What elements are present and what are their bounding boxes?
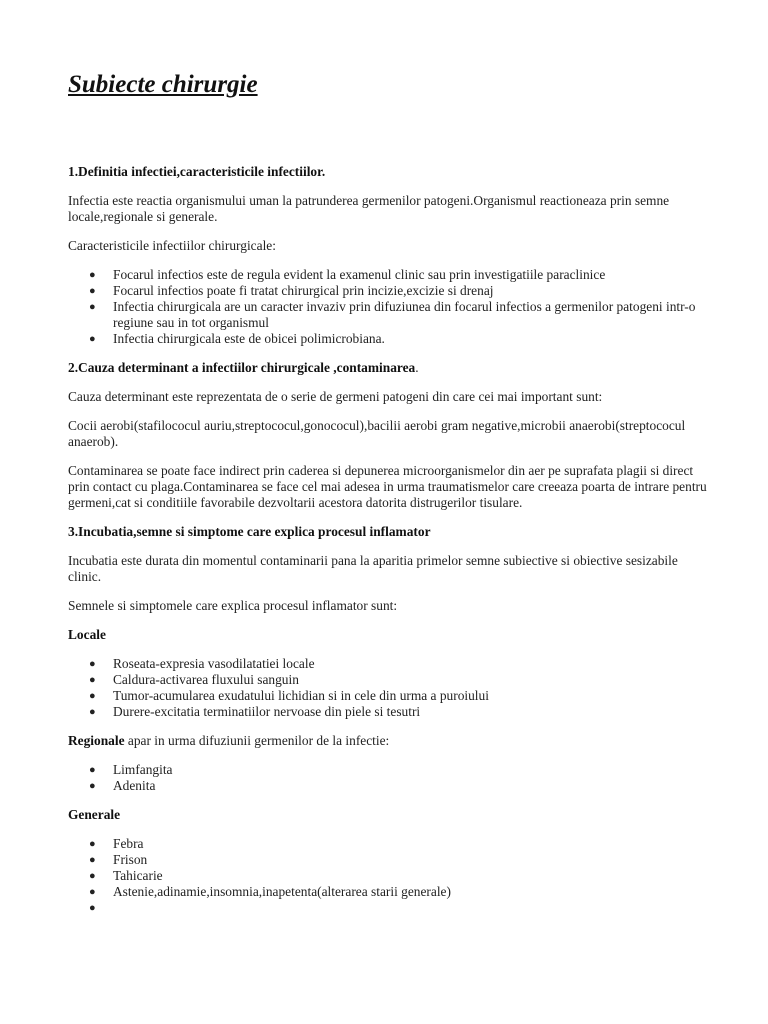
bullet-icon: ● (89, 285, 96, 297)
list-item (89, 884, 708, 900)
bullet-icon: ● (89, 780, 96, 792)
document-body (68, 164, 708, 929)
section-2-paragraph-2: Cocii aerobi(stafilococul auriu,streptococul,gonococul),bacilii aerobi gram negative,microbii anaerobi(streptococul anaerob). (68, 418, 686, 449)
list-item (89, 331, 708, 347)
list-item (89, 836, 708, 852)
list-item-text: Infectia chirurgicala este de obicei polimicrobiana. (113, 331, 385, 346)
list-item (89, 868, 708, 884)
list-item-text: Durere-excitatia terminatiilor nervoase din piele si tesutri (113, 704, 421, 719)
list-item-text: Focarul infectios poate fi tratat chirurgical prin incizie,excizie si drenaj (113, 283, 494, 298)
section-3-paragraph-2: Semnele si simptomele care explica procesul inflamator sunt: (68, 598, 398, 613)
locale-list (68, 656, 708, 720)
list-item-text: Limfangita (113, 762, 173, 777)
regionale-list (68, 762, 708, 794)
list-item (89, 852, 708, 868)
regionale-line (68, 733, 708, 749)
list-item (89, 283, 708, 299)
bullet-icon: ● (89, 690, 96, 702)
regionale-text: apar in urma difuziunii germenilor de la infectie: (124, 733, 390, 748)
bullet-icon: ● (89, 333, 96, 345)
section-3-heading: 3.Incubatia,semne si simptome care explica procesul inflamator (68, 524, 431, 539)
section-2-heading-line (68, 360, 708, 376)
list-item (89, 672, 708, 688)
list-item (89, 762, 708, 778)
section-2-paragraph-3: Contaminarea se poate face indirect prin caderea si depunerea microorganismelor din aer pe suprafata plagii si direct prin contact cu plaga.Contaminarea se face cel mai adesea in urma traumatismelor care creeaza poarta de intrare pentru germeni,cat si conditiile favorabile dezvoltarii acestora datorita distrugerilor tisulare. (68, 463, 707, 510)
generale-list (68, 836, 708, 916)
list-item-text: Astenie,adinamie,insomnia,inapetenta(alterarea starii generale) (113, 884, 451, 899)
list-item (89, 299, 708, 331)
bullet-icon: ● (89, 838, 96, 850)
bullet-icon: ● (89, 870, 96, 882)
list-item-text: Febra (113, 836, 144, 851)
list-item (89, 656, 708, 672)
list-item-text: Focarul infectios este de regula evident la examenul clinic sau prin investigatiile paraclinice (113, 267, 606, 282)
list-item-text (113, 900, 116, 915)
list-item (89, 267, 708, 283)
list-item-text: Adenita (113, 778, 156, 793)
bullet-icon: ● (89, 854, 96, 866)
section-1-heading: 1.Definitia infectiei,caracteristicile infectiilor. (68, 164, 326, 179)
list-item (89, 688, 708, 704)
list-item-text: Tumor-acumularea exudatului lichidian si in cele din urma a puroiului (113, 688, 489, 703)
list-item-text: Tahicarie (113, 868, 163, 883)
section-2-heading: 2.Cauza determinant a infectiilor chirurgicale ,contaminarea (68, 360, 416, 375)
section-2-paragraph-1: Cauza determinant este reprezentata de o serie de germeni patogeni din care cei mai important sunt: (68, 389, 603, 404)
generale-heading: Generale (68, 807, 121, 822)
list-item-text: Infectia chirurgicala are un caracter invaziv prin difuziunea din focarul infectios a germenilor patogeni intr-o regiune sau in tot organismul (113, 299, 696, 330)
section-1-paragraph-1: Infectia este reactia organismului uman la patrunderea germenilor patogeni.Organismul reactioneaza prin semne locale,regionale si generale. (68, 193, 670, 224)
bullet-icon: ● (89, 674, 96, 686)
list-item-text: Roseata-expresia vasodilatatiei locale (113, 656, 315, 671)
section-3-paragraph-1: Incubatia este durata din momentul contaminarii pana la aparitia primelor semne subiective si obiective sesizabile clinic. (68, 553, 678, 584)
list-item (89, 900, 708, 916)
list-item-text: Caldura-activarea fluxului sanguin (113, 672, 299, 687)
bullet-icon: ● (89, 269, 96, 281)
bullet-icon: ● (89, 706, 96, 718)
section-1-paragraph-2: Caracteristicile infectiilor chirurgicale: (68, 238, 276, 253)
list-item-text: Frison (113, 852, 148, 867)
bullet-icon: ● (89, 301, 96, 313)
section-1-list (68, 267, 708, 347)
document-title: Subiecte chirurgie (68, 71, 258, 98)
bullet-icon: ● (89, 902, 96, 914)
bullet-icon: ● (89, 886, 96, 898)
section-2-heading-trail: . (415, 360, 419, 375)
locale-heading: Locale (68, 627, 106, 642)
list-item (89, 778, 708, 794)
regionale-heading: Regionale (68, 733, 125, 748)
bullet-icon: ● (89, 764, 96, 776)
list-item (89, 704, 708, 720)
bullet-icon: ● (89, 658, 96, 670)
